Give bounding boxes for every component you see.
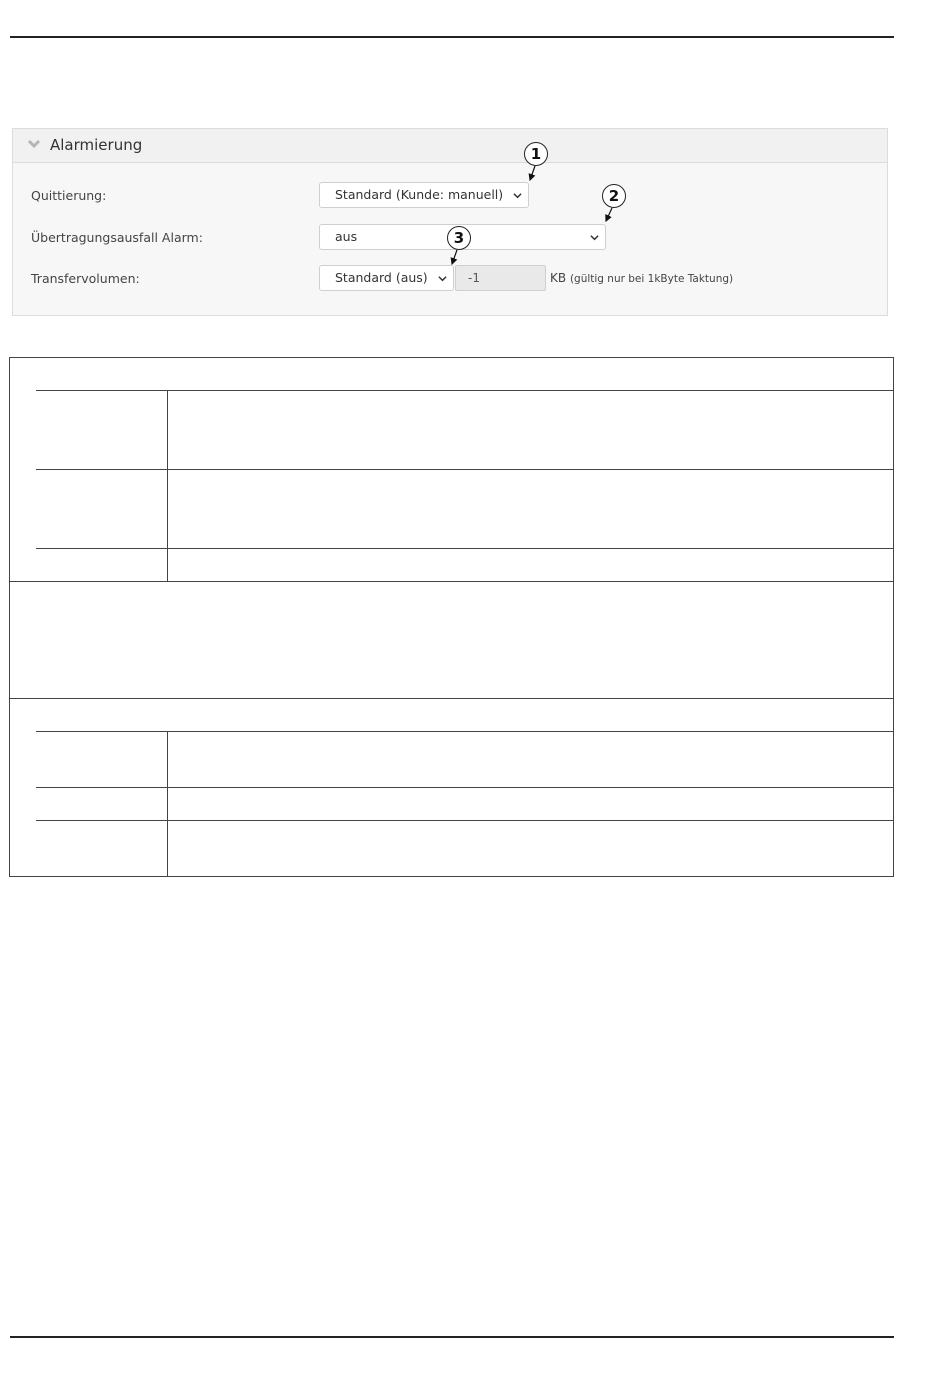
table-row-line: [36, 820, 893, 821]
chevron-down-icon: [590, 233, 599, 242]
transfervolumen-select[interactable]: [319, 265, 454, 291]
table-column-line: [167, 731, 168, 876]
table-row-line: [36, 548, 893, 549]
unit-note: (gültig nur bei 1kByte Taktung): [569, 273, 734, 285]
callout-2: 2: [602, 184, 626, 208]
chevron-down-icon: [27, 137, 41, 151]
alarmierung-panel: [12, 128, 888, 316]
transfervolumen-input-value: -1: [468, 271, 480, 285]
table-row-line: [36, 469, 893, 470]
description-table: [9, 357, 894, 877]
quittierung-label: Quittierung:: [31, 188, 107, 203]
table-row-line: [36, 390, 893, 391]
transfervolumen-label: Transfervolumen:: [31, 271, 140, 286]
chevron-down-icon: [438, 274, 447, 283]
transfervolumen-unit: [550, 271, 733, 285]
uebertragungsausfall-label: Übertragungsausfall Alarm:: [31, 230, 203, 245]
panel-header[interactable]: [13, 129, 887, 163]
quittierung-select-value: Standard (Kunde: manuell): [335, 187, 504, 202]
transfervolumen-input[interactable]: [455, 265, 546, 291]
table-row-line: [9, 581, 894, 582]
table-row-line: [36, 787, 893, 788]
top-rule: [10, 36, 894, 38]
quittierung-select[interactable]: [319, 182, 529, 208]
table-column-line: [167, 390, 168, 581]
table-row-line: [9, 698, 894, 699]
panel-title: Alarmierung: [50, 136, 143, 154]
bottom-rule: [10, 1336, 894, 1338]
callout-3: 3: [447, 226, 471, 250]
uebertragungsausfall-select-value: aus: [335, 229, 358, 244]
unit-label: KB: [550, 271, 567, 285]
table-row-line: [36, 731, 893, 732]
transfervolumen-select-value: Standard (aus): [335, 270, 428, 285]
callout-1: 1: [524, 142, 548, 166]
chevron-down-icon: [513, 191, 522, 200]
